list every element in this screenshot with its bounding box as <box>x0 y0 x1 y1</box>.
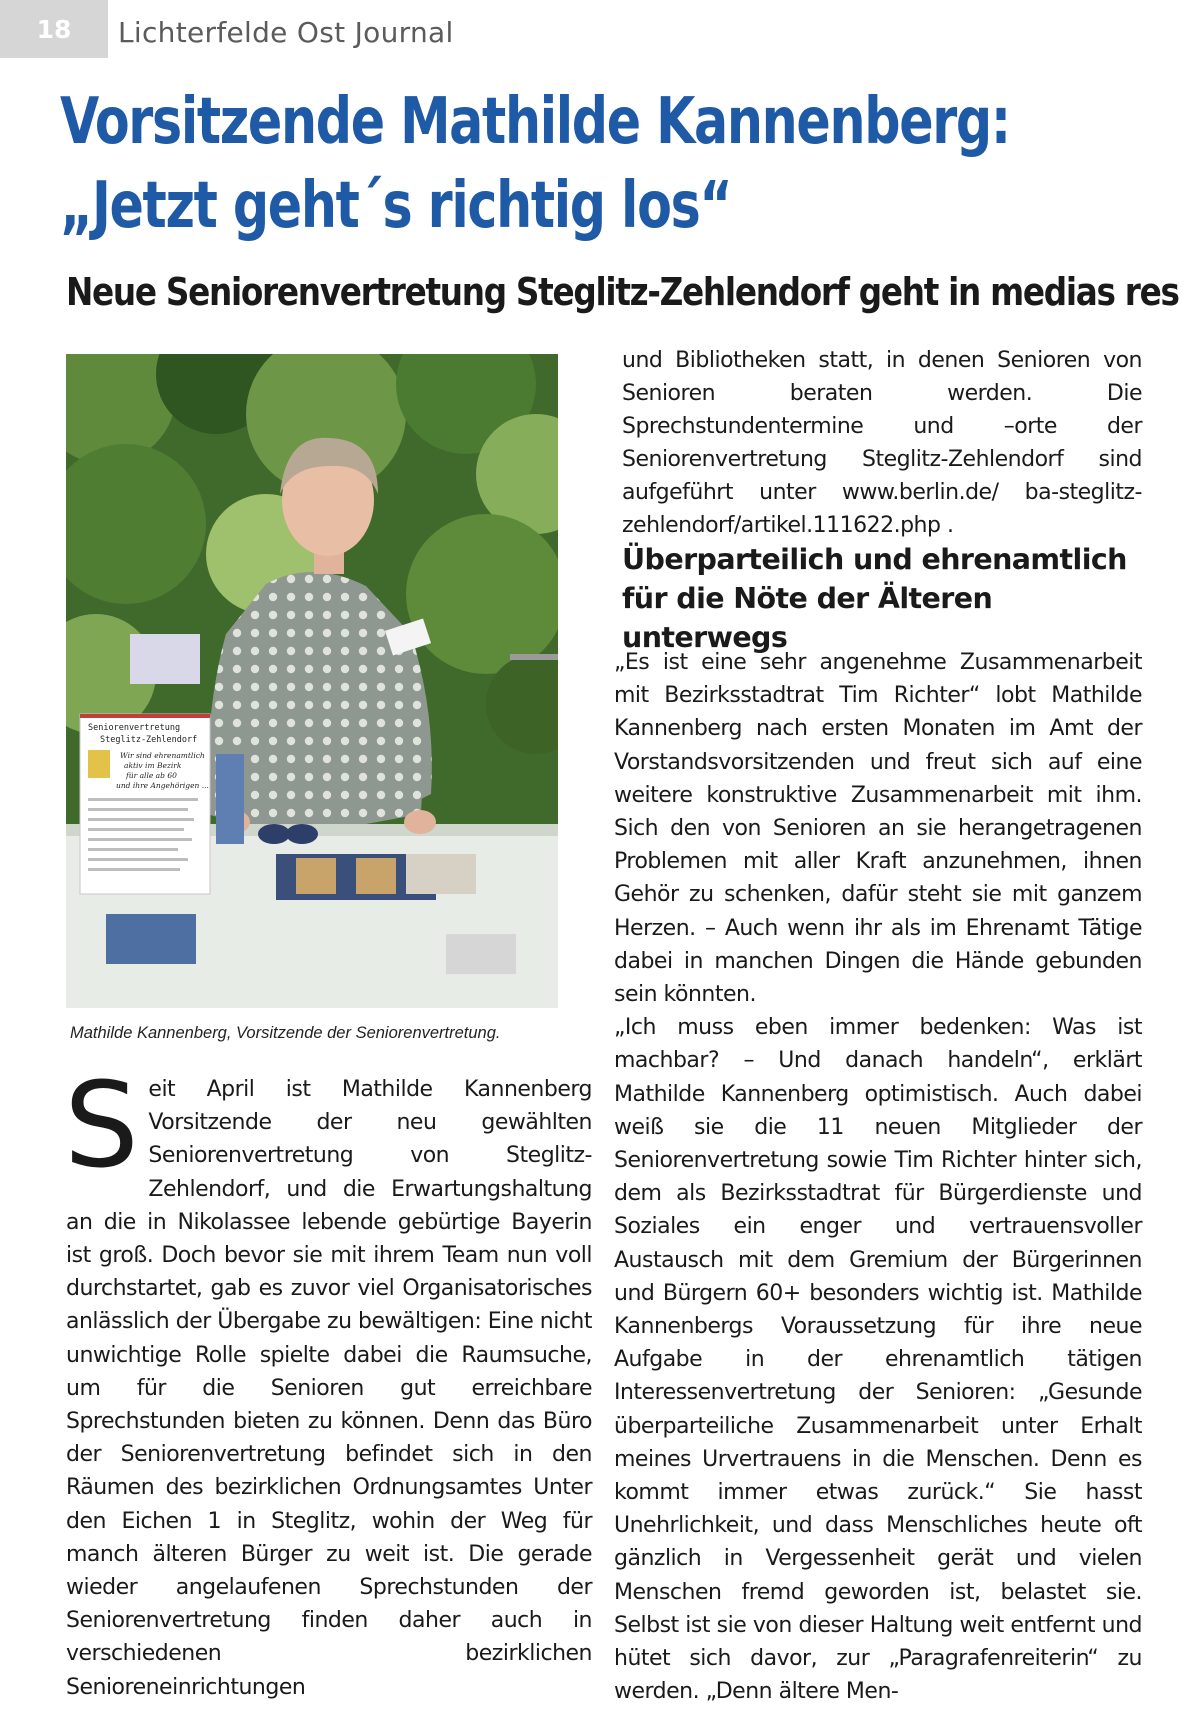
subheadline: Neue Seniorenvertretung Steglitz-Zehlendorf geht in medias res <box>66 270 1179 314</box>
page-number: 18 <box>0 0 108 58</box>
continuation-paragraph: und Bibliotheken statt, in denen Senioren von Senioren beraten werden. Die Sprechstundentermine und –orte der Seniorenvertretung Steglitz-Zehlendorf sind aufgeführt unter www.berlin.de/ ba-steglitz-zehlendorf/artikel.111622.php . <box>622 348 1142 538</box>
intro-paragraph: eit April ist Mathilde Kannenberg Vorsitzende der neu gewählten Seniorenvertretung von Steglitz-Zehlendorf, und die Erwartungshaltung an die in Nikolassee lebende gebürtige Bayerin ist groß. Doch bevor sie mit ihrem Team nun voll durchstartet, gab es zuvor viel Organisatorisches anlässlich der Übergabe zu bewältigen: Eine nicht unwichtige Rolle spielte dabei die Raumsuche, um für die Senioren gut erreichbare Sprechstunden bieten zu können. Denn das Büro der Seniorenvertretung befindet sich in den Räumen des bezirklichen Ordnungsamtes Unter den Eichen 1 in Steglitz, wohin der Weg für manch älteren Bürger zu weit ist. Die gerade wieder angelaufenen Sprechstunden der Seniorenvertretung finden daher auch in verschiedenen bezirklichen Senioreneinrichtungen <box>66 1077 592 1700</box>
article-photo <box>66 354 558 1008</box>
photo-illustration <box>66 354 558 1008</box>
article-body-right-top <box>622 344 1142 542</box>
headline-line-2: „Jetzt geht´s richtig los“ <box>60 169 732 243</box>
section-heading <box>622 540 1162 657</box>
headline <box>60 80 1010 248</box>
section-heading-line-2: für die Nöte der Älteren unterwegs <box>622 582 993 654</box>
photo-sign-tagline-1: Wir sind ehrenamtlich <box>120 751 205 760</box>
photo-sign-tagline-3: für alle ab 60 <box>126 771 177 780</box>
body-paragraph-quote-1: „Es ist eine sehr angenehme Zusammenarbeit mit Bezirksstadtrat Tim Richter“ lobt Mathilde Kannenberg nach ersten Monaten im Amt der Vorstandsvorsitzenden und freut sich auf eine weitere konstruktive Zusammenarbeit mit ihm. Sich den von Senioren an sie herangetragenen Problemen mit aller Kraft anzunehmen, ihnen Gehör zu schenken, dafür steht sie mit ganzem Herzen. – Auch wenn ihr als im Ehrenamt Tätige dabei in manchen Dingen die Hände gebunden sein könnten. <box>614 650 1142 1008</box>
body-paragraph-quote-2: „Ich muss eben immer bedenken: Was ist machbar? – Und danach handeln“, erklärt Mathilde Kannenberg optimistisch. Auch dabei weiß sie die 11 neuen Mitglieder der Seniorenvertretung sowie Tim Richter hinter sich, dem als Bezirksstadtrat für Bürgerdienste und Soziales ein enger und vertrauensvoller Austausch mit dem Gremium der Bürgerinnen und Bürgern 60+ besonders wichtig ist. Mathilde Kannenbergs Voraussetzung für ihre neue Aufgabe in der ehrenamtlich tätigen Interessenvertretung der Senioren: „Gesunde überparteiliche Zusammenarbeit unter Erhalt meines Urvertrauens in die Menschen. Denn es kommt immer etwas zurück.“ Sie hasst Unehrlichkeit, und dass Menschliches heute oft gänzlich in Vergessenheit gerät und vielen Menschen fremd geworden ist, belastet sie. Selbst ist sie von dieser Haltung weit entfernt und hütet sich davor, zur „Paragrafenreiterin“ zu werden. „Denn ältere Men- <box>614 1015 1142 1705</box>
section-heading-line-1: Überparteilich und ehrenamtlich <box>622 543 1127 576</box>
article-body-right <box>614 646 1142 1709</box>
photo-sign-tagline-2: aktiv im Bezirk <box>124 761 182 770</box>
photo-sign-tagline-4: und ihre Angehörigen ... <box>116 781 209 790</box>
article-body-left <box>64 1056 592 1704</box>
photo-sign-title-1: Seniorenvertretung <box>88 723 181 733</box>
drop-cap: S <box>64 1056 139 1194</box>
headline-line-1: Vorsitzende Mathilde Kannenberg: <box>60 85 1010 159</box>
photo-caption: Mathilde Kannenberg, Vorsitzende der Seniorenvertretung. <box>70 1024 501 1042</box>
journal-name: Lichterfelde Ost Journal <box>118 16 454 49</box>
photo-sign-title-2: Steglitz-Zehlendorf <box>100 735 198 745</box>
photo-sign-crest <box>88 750 110 778</box>
